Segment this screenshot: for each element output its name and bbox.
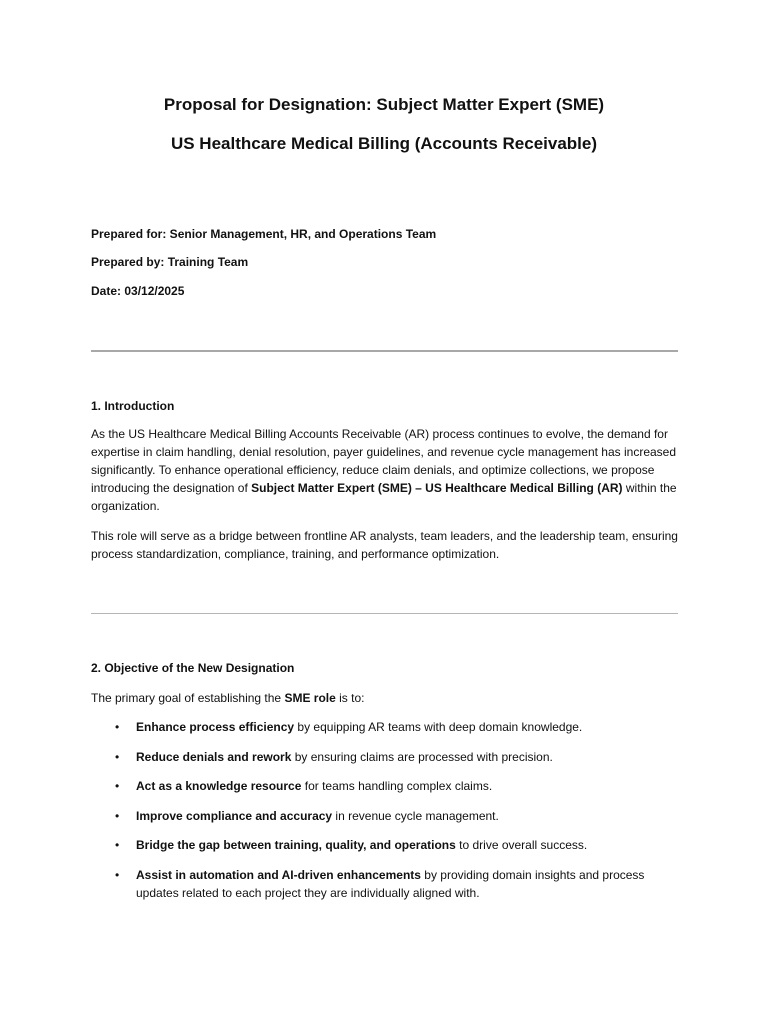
bullet-icon: •	[115, 838, 120, 852]
bullet-icon: •	[115, 809, 120, 823]
prepared-by: Prepared by: Training Team	[91, 255, 249, 269]
introduction-paragraph-2: This role will serve as a bridge between frontline AR analysts, team leaders, and the leadership team, ensuring process standardization, compliance, training, and performance optimization.	[91, 529, 678, 561]
list-item-text	[136, 836, 666, 854]
objective-lead-bold: SME role	[284, 691, 336, 705]
section-divider	[91, 350, 678, 352]
list-item-bold: Act as a knowledge resource	[136, 779, 302, 793]
objective-lead	[91, 689, 681, 707]
objective-lead-start: The primary goal of establishing the	[91, 691, 285, 705]
list-item-rest: by equipping AR teams with deep domain knowledge.	[294, 720, 583, 734]
intro-designation-bold: Subject Matter Expert (SME) – US Healthcare Medical Billing (AR)	[251, 481, 623, 495]
list-item-text	[136, 866, 666, 902]
introduction-heading: 1. Introduction	[91, 399, 175, 413]
list-item-text	[136, 718, 666, 736]
list-item-text	[136, 748, 666, 766]
objective-heading: 2. Objective of the New Designation	[91, 661, 295, 675]
list-item-rest: to drive overall success.	[455, 838, 588, 852]
list-item-bold: Reduce denials and rework	[136, 750, 292, 764]
list-item-rest: by ensuring claims are processed with precision.	[291, 750, 553, 764]
list-item-rest: for teams handling complex claims.	[301, 779, 493, 793]
bullet-icon: •	[115, 868, 120, 882]
list-item-text	[136, 777, 666, 795]
introduction-paragraph-1	[91, 425, 681, 515]
bullet-icon: •	[115, 750, 120, 764]
list-item-bold: Bridge the gap between training, quality, and operations	[136, 838, 456, 852]
intro-text-end: within the organization.	[91, 481, 677, 513]
list-item-rest: by providing domain insights and process updates related to each project they are individually aligned with.	[136, 868, 645, 900]
section-divider	[91, 613, 678, 614]
list-item-bold: Assist in automation and AI-driven enhancements	[136, 868, 421, 882]
bullet-icon: •	[115, 779, 120, 793]
objective-lead-end: is to:	[335, 691, 365, 705]
document-title: Proposal for Designation: Subject Matter Expert (SME)	[163, 95, 605, 114]
prepared-for: Prepared for: Senior Management, HR, and Operations Team	[91, 227, 437, 241]
list-item-text	[136, 807, 666, 825]
document-subtitle: US Healthcare Medical Billing (Accounts Receivable)	[170, 134, 598, 153]
list-item-bold: Enhance process efficiency	[136, 720, 295, 734]
list-item-rest: in revenue cycle management.	[332, 809, 499, 823]
list-item-bold: Improve compliance and accuracy	[136, 809, 333, 823]
bullet-icon: •	[115, 720, 120, 734]
document-date: Date: 03/12/2025	[91, 284, 185, 298]
intro-text-start: As the US Healthcare Medical Billing Accounts Receivable (AR) process continues to evolve, the demand for expertise in claim handling, denial resolution, payer guidelines, and revenue cycle management has increased significantly. To enhance operational efficiency, reduce claim denials, and optimize collections, we propose introducing the designation of	[91, 427, 677, 495]
